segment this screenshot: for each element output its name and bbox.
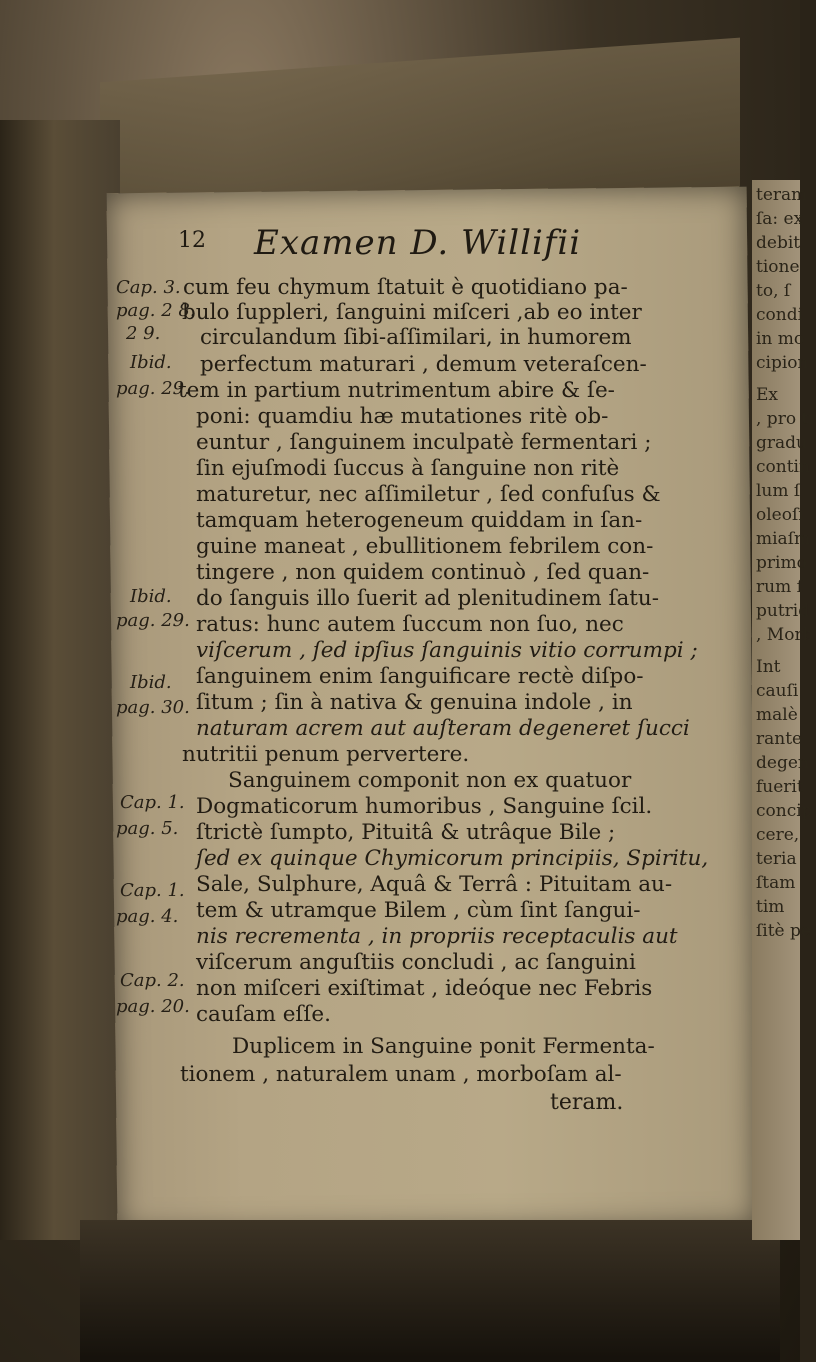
facing-page-fragment: lum ſ: [756, 481, 801, 501]
margin-note: pag. 29.: [116, 610, 190, 631]
margin-note: pag. 29.: [116, 378, 190, 399]
text-line: tem & utramque Bilem , cùm ſint ſangui-: [196, 898, 641, 923]
text-line: ſin ejuſmodi ſuccus à ſanguine non ritè: [196, 456, 620, 481]
margin-note: 2 9.: [126, 323, 161, 344]
facing-page-fragment: to, ſ: [756, 281, 791, 301]
facing-page-fragment: debit: [756, 233, 801, 253]
text-line: nutritii penum pervertere.: [182, 742, 470, 767]
facing-page-fragment: ſa: ex: [756, 209, 804, 229]
text-line: bulo ſuppleri, ſanguini miſceri ,ab eo inter: [182, 300, 642, 325]
margin-note: pag. 5.: [116, 818, 179, 839]
facing-page-fragment: tim: [756, 897, 785, 917]
text-line: tingere , non quidem continuò , ſed quan-: [196, 560, 650, 585]
text-line: Dogmaticorum humoribus , Sanguine ſcil.: [196, 794, 653, 819]
margin-note: pag. 30.: [116, 697, 190, 718]
margin-note: pag. 20.: [116, 996, 190, 1017]
text-line: ſtrictè ſumpto, Pituitâ & utrâque Bile ;: [196, 820, 616, 845]
text-line: tamquam heterogeneum quiddam in ſan-: [196, 508, 643, 533]
margin-note: pag. 4.: [116, 906, 179, 927]
facing-page-fragment: contin: [756, 457, 810, 477]
facing-page-fragment: rum ſ: [756, 577, 803, 597]
text-line: circulandum ſibi-aſſimilari, in humorem: [200, 325, 632, 350]
facing-page-fragment: ſtam: [756, 873, 796, 893]
text-line: ſitum ; ſin à nativa & genuina indole , in: [196, 690, 633, 715]
book-bottom-shadow: [80, 1220, 780, 1362]
text-line: euntur , ſanguinem inculpatè fermentari ;: [196, 430, 652, 455]
margin-note: Ibid.: [130, 352, 172, 373]
text-line: ſed ex quinque Chymicorum principiis, Spiritu,: [196, 846, 709, 871]
text-line: naturam acrem aut auſteram degeneret ſucci: [196, 716, 690, 741]
margin-note: Cap. 1.: [120, 880, 185, 901]
facing-page-fragment: , Morb: [756, 625, 814, 645]
facing-page-fragment: rante: [756, 729, 803, 749]
text-line: maturetur, nec aſſimiletur , ſed confuſus &: [196, 482, 661, 507]
facing-page-fragment: concip: [756, 801, 813, 821]
facing-page-fragment: putrid: [756, 601, 810, 621]
margin-note: Ibid.: [130, 586, 172, 607]
facing-page-fragment: primo: [756, 553, 807, 573]
running-title: Examen D. Willifii: [254, 223, 582, 263]
text-line: Duplicem in Sanguine ponit Fermenta-: [232, 1034, 655, 1059]
text-line: cauſam eſſe.: [196, 1002, 331, 1027]
text-line: perfectum maturari , demum veteraſcen-: [200, 352, 647, 377]
catchword: teram.: [550, 1090, 624, 1115]
margin-note: Cap. 3.: [116, 277, 181, 298]
text-line: poni: quamdiu hæ mutationes ritè ob-: [196, 404, 609, 429]
text-line: Sanguinem componit non ex quatuor: [228, 768, 632, 793]
facing-page-fragment: malè: [756, 705, 798, 725]
facing-page-fragment: ſitè pe: [756, 921, 811, 941]
facing-page-fragment: cauſi: [756, 681, 799, 701]
margin-note: Cap. 1.: [120, 792, 185, 813]
facing-page-fragment: miaſm: [756, 529, 811, 549]
facing-page-fragment: gradu: [756, 433, 807, 453]
facing-page-fragment: Int: [756, 657, 781, 677]
facing-page-fragment: , pro tr: [756, 409, 816, 429]
text-line: viſcerum , ſed ipſius ſanguinis vitio corrumpi ;: [196, 638, 698, 663]
text-line: viſcerum anguſtiis concludi , ac ſanguini: [196, 950, 636, 975]
facing-page-fragment: oleoſi: [756, 505, 804, 525]
facing-page-fragment: in mo: [756, 329, 805, 349]
facing-page-fragment: condi: [756, 305, 804, 325]
facing-page-strip: [752, 180, 816, 1240]
facing-page-fragment: Ex: [756, 385, 778, 405]
text-line: do ſanguis illo ſuerit ad plenitudinem ſatu-: [196, 586, 660, 611]
page-number: 12: [178, 228, 206, 253]
text-line: tem in partium nutrimentum abire & ſe-: [178, 378, 615, 403]
text-line: guine maneat , ebullitionem febrilem con-: [196, 534, 654, 559]
text-line: non miſceri exiſtimat , ideóque nec Febris: [196, 976, 653, 1001]
book-left-edge: [0, 120, 120, 1240]
text-line: nis recrementa , in propriis receptaculis aut: [196, 924, 678, 949]
text-line: Sale, Sulphure, Aquâ & Terrâ : Pituitam au-: [196, 872, 673, 897]
facing-page-fragment: degen: [756, 753, 809, 773]
facing-page-fragment: teria: [756, 849, 797, 869]
margin-note: pag. 2 8.: [116, 300, 196, 321]
facing-page-fragment: tione: [756, 257, 800, 277]
text-line: ratus: hunc autem ſuccum non ſuo, nec: [196, 612, 624, 637]
facing-page-fragment: cere,: [756, 825, 800, 845]
facing-page-fragment: fuerit: [756, 777, 804, 797]
text-line: cum feu chymum ſtatuit è quotidiano pa-: [183, 275, 628, 300]
facing-page-fragment: teram: [756, 185, 808, 205]
text-line: ſanguinem enim ſanguificare rectè diſpo-: [196, 664, 644, 689]
margin-note: Ibid.: [130, 672, 172, 693]
text-line: tionem , naturalem unam , morboſam al-: [180, 1062, 622, 1087]
facing-page-fragment: cipion: [756, 353, 809, 373]
margin-note: Cap. 2.: [120, 970, 185, 991]
